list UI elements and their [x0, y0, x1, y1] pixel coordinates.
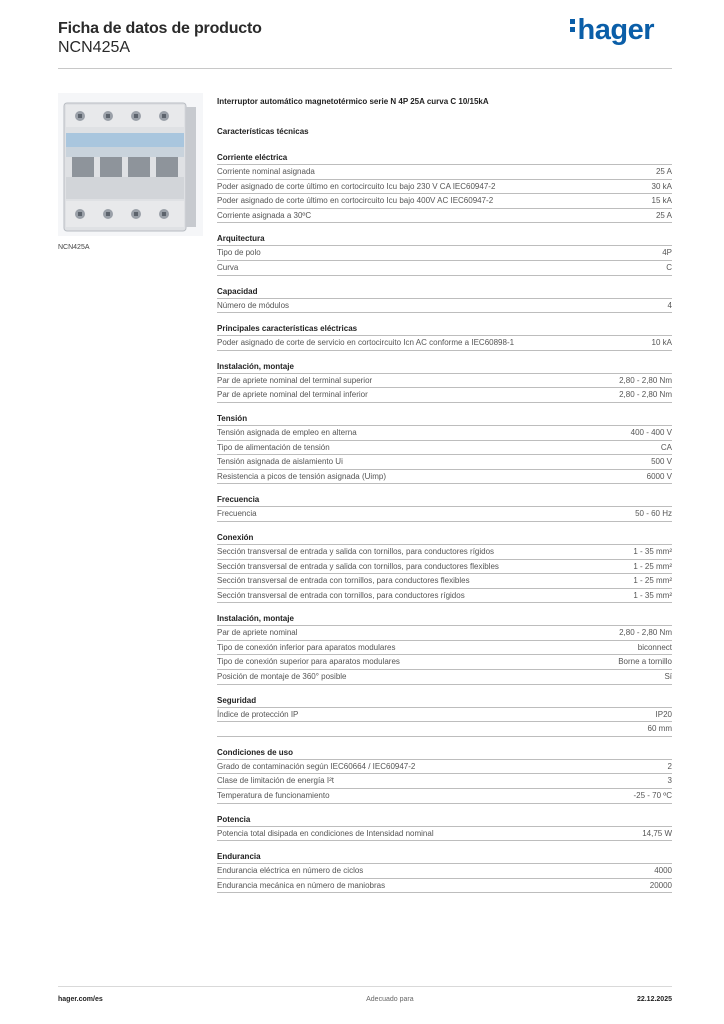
spec-section — [217, 747, 672, 814]
spec-section — [217, 814, 672, 852]
spec-section — [217, 532, 672, 613]
product-description: Interruptor automático magnetotérmico serie N 4P 25A curva C 10/15kA — [217, 97, 489, 106]
section-title: Seguridad — [217, 695, 672, 708]
spec-row — [217, 261, 672, 276]
spec-value: Borne a tornillo — [618, 657, 672, 667]
footer-site-link[interactable]: hager.com/es — [58, 996, 103, 1003]
spec-value: biconnect — [637, 642, 672, 652]
spec-row — [217, 388, 672, 403]
section-title: Arquitectura — [217, 233, 672, 246]
spec-row — [217, 180, 672, 195]
spec-row — [217, 574, 672, 589]
spec-value: Sí — [664, 672, 672, 682]
spec-row — [217, 507, 672, 522]
spec-label: Posición de montaje de 360° posible — [217, 672, 347, 682]
spec-value: 4000 — [654, 866, 672, 876]
spec-label: Sección transversal de entrada y salida con tornillos, para conductores rígidos — [217, 546, 495, 556]
header-divider — [58, 68, 672, 69]
spec-row — [217, 470, 672, 485]
spec-value: 15 kA — [651, 196, 672, 206]
spec-section — [217, 286, 672, 324]
section-title: Frecuencia — [217, 494, 672, 507]
spec-value: 2,80 - 2,80 Nm — [619, 375, 672, 385]
spec-row — [217, 864, 672, 879]
section-title: Endurancia — [217, 851, 672, 864]
page-title: Ficha de datos de producto — [58, 20, 262, 37]
spec-section — [217, 613, 672, 694]
section-title: Condiciones de uso — [217, 747, 672, 760]
spec-row — [217, 545, 672, 560]
spec-row — [217, 760, 672, 775]
spec-value: 60 mm — [647, 724, 672, 734]
spec-label: Sección transversal de entrada y salida con tornillos, para conductores flexibles — [217, 561, 499, 571]
spec-label: Índice de protección IP — [217, 709, 299, 719]
spec-label: Tipo de conexión superior para aparatos modulares — [217, 657, 400, 667]
spec-row — [217, 441, 672, 456]
spec-row — [217, 655, 672, 670]
spec-content — [217, 97, 672, 893]
spec-value: 3 — [667, 776, 672, 786]
spec-value: -25 - 70 ºC — [633, 791, 672, 801]
spec-row — [217, 670, 672, 685]
spec-value: 30 kA — [651, 181, 672, 191]
product-image — [58, 93, 203, 236]
spec-section — [217, 152, 672, 233]
spec-row — [217, 827, 672, 842]
spec-label: Par de apriete nominal — [217, 628, 298, 638]
spec-value: 4P — [662, 248, 672, 258]
spec-section — [217, 413, 672, 494]
spec-label: Tipo de polo — [217, 248, 261, 258]
hager-logo: hager — [570, 14, 654, 47]
spec-value: 2,80 - 2,80 Nm — [619, 390, 672, 400]
spec-value: 14,75 W — [642, 828, 672, 838]
spec-row — [217, 708, 672, 723]
spec-row — [217, 774, 672, 789]
footer-suitable-for: Adecuado para — [366, 996, 414, 1003]
spec-label: Temperatura de funcionamiento — [217, 791, 330, 801]
spec-label: Curva — [217, 262, 239, 272]
spec-row — [217, 194, 672, 209]
spec-value: 1 - 35 mm² — [633, 546, 672, 556]
spec-row — [217, 589, 672, 604]
spec-row — [217, 374, 672, 389]
spec-row — [217, 641, 672, 656]
spec-label: Tensión asignada de aislamiento Ui — [217, 457, 343, 467]
spec-value: CA — [660, 442, 672, 452]
section-title: Instalación, montaje — [217, 613, 672, 626]
spec-label: Resistencia a picos de tensión asignada (Uimp) — [217, 471, 386, 481]
section-title: Instalación, montaje — [217, 361, 672, 374]
spec-value: IP20 — [655, 709, 672, 719]
spec-label: Clase de limitación de energía I²t — [217, 776, 334, 786]
spec-section — [217, 494, 672, 532]
spec-row — [217, 455, 672, 470]
section-title: Corriente eléctrica — [217, 152, 672, 165]
section-title: Conexión — [217, 532, 672, 545]
spec-label: Sección transversal de entrada con tornillos, para conductores rígidos — [217, 590, 465, 600]
footer-divider — [58, 986, 672, 987]
spec-value: 50 - 60 Hz — [635, 509, 672, 519]
spec-label: Endurancia eléctrica en número de ciclos — [217, 866, 364, 876]
section-title: Tensión — [217, 413, 672, 426]
spec-value: 500 V — [651, 457, 672, 467]
spec-label: Grado de contaminación según IEC60664 / IEC60947-2 — [217, 761, 416, 771]
spec-value: 25 A — [655, 167, 672, 176]
spec-section — [217, 851, 672, 893]
spec-label: Potencia total disipada en condiciones de Intensidad nominal — [217, 828, 434, 838]
spec-row — [217, 560, 672, 575]
product-code: NCN425A — [58, 39, 131, 56]
spec-value: 10 kA — [651, 338, 672, 348]
spec-label: Par de apriete nominal del terminal superior — [217, 375, 373, 385]
spec-label: Número de módulos — [217, 300, 290, 310]
spec-row — [217, 879, 672, 894]
spec-row — [217, 336, 672, 351]
spec-label: Tensión asignada de empleo en alterna — [217, 427, 357, 437]
spec-sections — [217, 152, 672, 893]
spec-value: 6000 V — [646, 471, 672, 481]
spec-label: Par de apriete nominal del terminal inferior — [217, 390, 368, 400]
spec-label: Poder asignado de corte último en cortocircuito Icu bajo 400V AC IEC60947-2 — [217, 196, 494, 206]
image-caption: NCN425A — [58, 244, 90, 251]
spec-value: 20000 — [649, 880, 672, 890]
spec-label: Sección transversal de entrada con tornillos, para conductores flexibles — [217, 576, 470, 586]
spec-value: 2,80 - 2,80 Nm — [619, 628, 672, 638]
spec-label: Endurancia mecánica en número de maniobras — [217, 880, 386, 890]
section-title: Principales características eléctricas — [217, 323, 672, 336]
logo-dots-icon — [570, 16, 576, 35]
page-footer — [58, 996, 672, 1003]
spec-value: 2 — [667, 761, 672, 771]
spec-row — [217, 299, 672, 314]
spec-label: Corriente asignada a 30ºC — [217, 210, 312, 220]
spec-row — [217, 209, 672, 224]
spec-row — [217, 722, 672, 737]
spec-value: 1 - 25 mm² — [633, 576, 672, 586]
spec-row — [217, 789, 672, 804]
spec-label: Tipo de alimentación de tensión — [217, 442, 330, 452]
spec-section — [217, 695, 672, 747]
section-title: Potencia — [217, 814, 672, 827]
spec-label: Poder asignado de corte último en cortocircuito Icu bajo 230 V CA IEC60947-2 — [217, 181, 496, 191]
spec-section — [217, 361, 672, 413]
spec-label: Frecuencia — [217, 509, 257, 519]
section-title: Capacidad — [217, 286, 672, 299]
spec-section — [217, 323, 672, 361]
page-header — [58, 20, 262, 57]
spec-label: Corriente nominal asignada — [217, 167, 315, 176]
tech-characteristics-heading: Características técnicas — [217, 127, 309, 136]
spec-row — [217, 426, 672, 441]
spec-value: 4 — [667, 300, 672, 310]
spec-row — [217, 246, 672, 261]
spec-row — [217, 626, 672, 641]
spec-row — [217, 165, 672, 180]
spec-value: C — [666, 262, 672, 272]
spec-label: Tipo de conexión inferior para aparatos modulares — [217, 642, 396, 652]
footer-date: 22.12.2025 — [636, 996, 672, 1003]
spec-section — [217, 233, 672, 285]
spec-value: 1 - 25 mm² — [633, 561, 672, 571]
spec-label: Poder asignado de corte de servicio en cortocircuito Icn AC conforme a IEC60898-1 — [217, 338, 515, 348]
spec-value: 1 - 35 mm² — [633, 590, 672, 600]
spec-value: 25 A — [655, 210, 672, 220]
spec-value: 400 - 400 V — [630, 427, 672, 437]
